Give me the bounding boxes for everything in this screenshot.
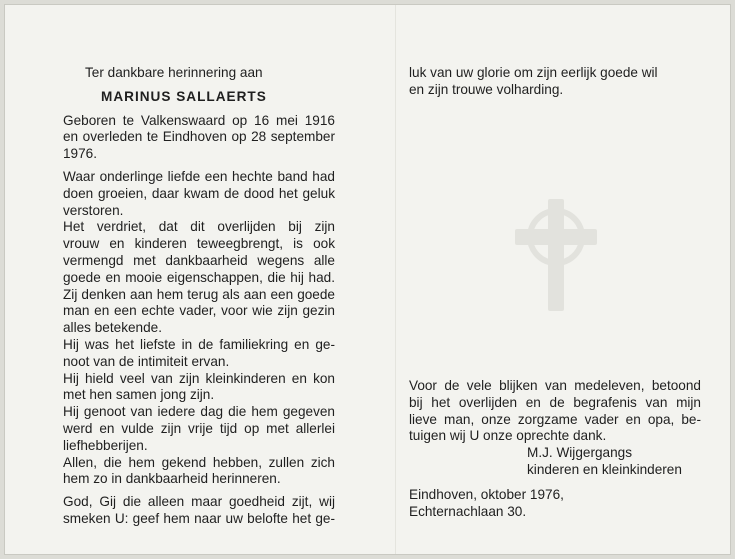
text-line: God, Gij die alleen maar goedheid zijt, wij xyxy=(63,494,335,510)
text-line: Geboren te Valkenswaard op 16 mei 1916 xyxy=(63,112,335,128)
intro-text: Ter dankbare herinnering aan xyxy=(85,65,263,80)
text-line: alles betekende. xyxy=(63,320,163,336)
place-date-block xyxy=(409,487,564,521)
text-line: Voor de vele blijken van medeleven, betoond xyxy=(409,378,701,393)
text-line: luk van uw glorie om zijn eerlijk goede wil xyxy=(409,65,658,80)
paragraph-2 xyxy=(63,219,335,488)
text-line: tuigen wij U onze oprechte dank. xyxy=(409,428,607,444)
birth-death-block xyxy=(63,113,335,163)
text-line: Waar onderlinge liefde een hechte band had xyxy=(63,168,335,184)
text-line: met hen samen jong zijn. xyxy=(63,387,215,403)
signature-family: kinderen en kleinkinderen xyxy=(527,461,682,477)
memorial-card xyxy=(4,4,731,555)
text-line: hem zo in dankbaarheid herinneren. xyxy=(63,471,281,487)
text-line: vermengd met dankbaarheid wegens alle xyxy=(63,252,335,268)
text-line: werd en vulde zijn vrije tijd op met allerlei xyxy=(63,420,335,436)
prayer-block xyxy=(63,494,335,528)
text-line: 1976. xyxy=(63,146,98,162)
card-fold-line xyxy=(395,5,396,554)
text-line: Het verdriet, dat dit overlijden bij zijn xyxy=(63,219,335,235)
cross-watermark-icon xyxy=(501,195,611,315)
text-line: lieve man, onze zorgzame vader en opa, be- xyxy=(409,411,701,427)
deceased-name: MARINUS SALLAERTS xyxy=(101,88,267,104)
acknowledgement-block xyxy=(409,378,701,479)
text-line: verstoren. xyxy=(63,202,124,218)
address: Echternachlaan 30. xyxy=(409,503,527,519)
text-line: goede en mooie eigenschappen, die hij had. xyxy=(63,269,335,285)
text-line: smeken U: geef hem naar uw belofte het ge- xyxy=(63,510,335,526)
right-page xyxy=(409,65,697,99)
left-page xyxy=(63,65,335,528)
text-line: noot van de intimiteit ervan. xyxy=(63,353,230,369)
text-line: Hij genoot van iedere dag die hem gegeven xyxy=(63,404,335,420)
text-line: man en een echte vader, voor wie zijn gezin xyxy=(63,303,335,319)
text-line: vrouw en kinderen teweegbrengt, is ook xyxy=(63,236,335,252)
text-line: Hij hield veel van zijn kleinkinderen en kon xyxy=(63,370,335,386)
text-line: Zij denken aan hem terug als aan een goede xyxy=(63,286,335,302)
text-line: en overleden te Eindhoven op 28 september xyxy=(63,129,335,145)
text-line: Hij was het liefste in de familiekring en ge- xyxy=(63,336,335,352)
text-line: en zijn trouwe volharding. xyxy=(409,81,564,97)
signature-name: M.J. Wijgergangs xyxy=(527,445,633,461)
text-line: bij het overlijden en de begrafenis van mijn xyxy=(409,394,701,410)
paragraph-1 xyxy=(63,169,335,219)
place-date: Eindhoven, oktober 1976, xyxy=(409,487,564,502)
text-line: liefhebberijen. xyxy=(63,437,148,453)
text-line: doen groeien, daar kwam de dood het geluk xyxy=(63,185,335,201)
text-line: Allen, die hem gekend hebben, zullen zich xyxy=(63,454,335,470)
